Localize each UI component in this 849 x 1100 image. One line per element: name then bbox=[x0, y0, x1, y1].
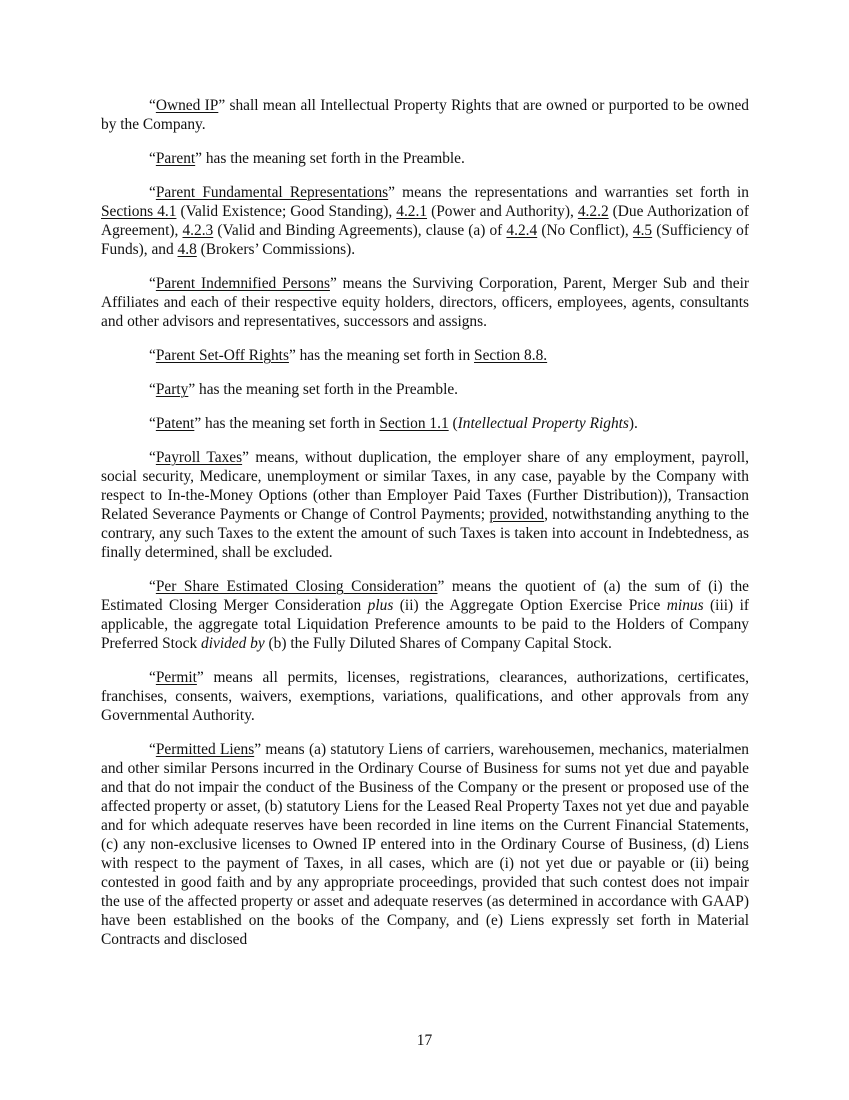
body-text: “ bbox=[149, 578, 156, 595]
body-text: “ bbox=[149, 449, 156, 466]
defined-term: Parent Fundamental Representations bbox=[155, 184, 389, 201]
body-text: ” has the meaning set forth in bbox=[194, 415, 380, 432]
body-text: “ bbox=[149, 150, 156, 167]
page-number: 17 bbox=[416, 1032, 433, 1049]
italic-text: plus bbox=[367, 597, 394, 614]
cross-reference: Section 1.1 bbox=[379, 415, 449, 432]
definition-paragraph-permit bbox=[101, 668, 749, 725]
definition-paragraph-parent-fundamental-representations bbox=[101, 183, 749, 259]
body-text: ( bbox=[448, 415, 458, 432]
body-text: ” means the quotient of (a) the sum of (i) the Estimated Closing Merger Consideration bbox=[101, 578, 749, 614]
italic-text: Intellectual Property Rights bbox=[457, 415, 629, 432]
body-text: ” means all permits, licenses, registrations, clearances, authorizations, certificates, franchises, consents, waivers, exemptions, variations, qualifications, and other approvals from any Governmental Authority. bbox=[101, 669, 749, 724]
body-text: ” shall mean all Intellectual Property Rights that are owned or purported to be owned by the Company. bbox=[101, 97, 750, 133]
body-text: ” has the meaning set forth in the Preamble. bbox=[195, 150, 465, 167]
definition-paragraph-per-share-estimated-closing-consideration bbox=[101, 577, 749, 653]
defined-term: Parent bbox=[155, 150, 196, 167]
definition-paragraph-patent bbox=[101, 414, 749, 433]
body-text: ” has the meaning set forth in the Preamble. bbox=[188, 381, 459, 398]
body-text: “ bbox=[149, 275, 156, 292]
body-text: “ bbox=[149, 741, 156, 758]
definition-paragraph-party bbox=[101, 380, 749, 399]
body-text: (b) the Fully Diluted Shares of Company Capital Stock. bbox=[264, 635, 612, 652]
body-text: ” means (a) statutory Liens of carriers, warehousemen, mechanics, materialmen and other similar Persons incurred in the Ordinary Course of Business for sums not yet due and payable and that do not impair the conduct of the Business of the Company or the present or proposed use of the affected property or asset, (b) statutory Liens for the Leased Real Property Taxes not yet due and payable and for which adequate reserves have been recorded in line items on the Current Financial Statements, (c) any non-exclusive licenses to Owned IP entered into in the Ordinary Course of Business, (d) Liens with respect to the payment of Taxes, in all cases, which are (i) not yet due or payable or (ii) being contested in good faith and by any appropriate proceedings, provided that such contest does not impair the use of the affected property or asset and adequate reserves (as determined in accordance with GAAP) have been established on the books of the Company, and (e) Liens expressly set forth in Material Contracts and disclosed bbox=[101, 741, 749, 948]
defined-term: Patent bbox=[155, 415, 195, 432]
body-text: “ bbox=[149, 184, 156, 201]
body-text: “ bbox=[149, 415, 156, 432]
body-text: (Due Authorization of Agreement), bbox=[101, 203, 749, 239]
body-text: (Valid Existence; Good Standing), bbox=[176, 203, 397, 220]
document-body bbox=[101, 96, 749, 964]
body-text: (ii) the Aggregate Option Exercise Price bbox=[393, 597, 667, 614]
cross-reference: 4.5 bbox=[632, 222, 653, 239]
definition-paragraph-owned-ip bbox=[101, 96, 749, 134]
body-text: “ bbox=[149, 381, 156, 398]
cross-reference: 4.8 bbox=[177, 241, 197, 258]
defined-term: Payroll Taxes bbox=[155, 449, 243, 466]
body-text: (Brokers’ Commissions). bbox=[196, 241, 356, 258]
body-text: (iii) if applicable, the aggregate total Liquidation Preference amounts to be paid to the Holders of Company Preferred Stock bbox=[101, 597, 749, 652]
cross-reference: provided bbox=[489, 506, 545, 523]
definition-paragraph-parent-indemnified-persons bbox=[101, 274, 749, 331]
defined-term: Permitted Liens bbox=[155, 741, 255, 758]
italic-text: divided by bbox=[201, 635, 265, 652]
definition-paragraph-payroll-taxes bbox=[101, 448, 749, 562]
defined-term: Party bbox=[155, 381, 189, 398]
body-text: (Power and Authority), bbox=[427, 203, 578, 220]
cross-reference: 4.2.4 bbox=[506, 222, 538, 239]
definition-paragraph-permitted-liens bbox=[101, 740, 749, 949]
body-text: ). bbox=[628, 415, 638, 432]
cross-reference: 4.2.2 bbox=[577, 203, 609, 220]
body-text: (No Conflict), bbox=[537, 222, 633, 239]
defined-term: Per Share Estimated Closing Consideration bbox=[155, 578, 438, 595]
cross-reference: Section 8.8. bbox=[474, 347, 548, 364]
defined-term: Permit bbox=[155, 669, 197, 686]
body-text: (Sufficiency of Funds), and bbox=[101, 222, 749, 258]
cross-reference: 4.2.1 bbox=[396, 203, 428, 220]
body-text: “ bbox=[149, 97, 156, 114]
defined-term: Owned IP bbox=[155, 97, 219, 114]
body-text: “ bbox=[149, 669, 156, 686]
cross-reference: 4.2.3 bbox=[182, 222, 214, 239]
body-text: (Valid and Binding Agreements), clause (a) of bbox=[213, 222, 507, 239]
italic-text: minus bbox=[666, 597, 704, 614]
body-text: ” means the Surviving Corporation, Parent, Merger Sub and their Affiliates and each of their respective equity holders, directors, officers, employees, agents, consultants and other advisors and representatives, successors and assigns. bbox=[101, 275, 749, 330]
body-text: ” means the representations and warranties set forth in bbox=[388, 184, 749, 201]
definition-paragraph-parent bbox=[101, 149, 749, 168]
body-text: ” has the meaning set forth in bbox=[288, 347, 475, 364]
body-text: “ bbox=[149, 347, 156, 364]
cross-reference: Sections 4.1 bbox=[101, 203, 177, 220]
body-text: , notwithstanding anything to the contrary, any such Taxes to the extent the amount of such Taxes is taken into account in Indebtedness, as finally determined, shall be excluded. bbox=[101, 506, 749, 561]
body-text: ” means, without duplication, the employer share of any employment, payroll, social security, Medicare, unemployment or similar Taxes, in any case, payable by the Company with respect to In-the-Money Options (other than Employer Paid Taxes (Further Distribution)), Transaction Related Severance Payments or Change of Control Payments; bbox=[101, 449, 749, 523]
defined-term: Parent Indemnified Persons bbox=[155, 275, 330, 292]
defined-term: Parent Set-Off Rights bbox=[155, 347, 289, 364]
definition-paragraph-parent-set-off-rights bbox=[101, 346, 749, 365]
